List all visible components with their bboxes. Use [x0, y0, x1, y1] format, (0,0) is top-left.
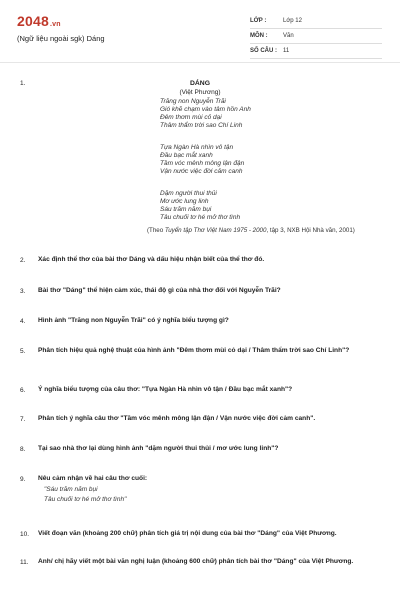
question-1-number: 1. [20, 80, 26, 87]
question-6-text: Ý nghĩa biểu tượng của câu thơ: "Tựa Ngàn Hà nhìn vô tận / Đầu bạc mắt xanh"? [38, 386, 293, 393]
poem-line: Đêm thơm mùi cỏ dại [160, 114, 222, 121]
question-11-number: 11. [20, 559, 29, 566]
question-9-quote [44, 485, 126, 505]
poem-stanza-2 [160, 144, 244, 176]
question-10-number: 10. [20, 531, 30, 538]
poem-line: Dặm người thui thủi [160, 190, 217, 197]
poem-title: DÁNG [189, 80, 210, 87]
meta-row-subject [250, 29, 382, 44]
question-9-number: 9. [20, 476, 26, 483]
poem-line: Thâm thẩm trời sao Chí Linh [160, 122, 243, 129]
meta-label-class: LỚP : [250, 14, 283, 29]
question-4-number: 4. [20, 318, 26, 325]
meta-label-count: SỐ CÂU : [250, 44, 283, 59]
logo-main: 2048 [17, 13, 49, 29]
poem-line: Trăng non Nguyễn Trãi [160, 98, 226, 105]
poem-line: Mơ ước lung linh [160, 198, 209, 205]
meta-row-class [250, 14, 382, 29]
poem-author: (Việt Phương) [179, 89, 221, 96]
question-7-text: Phân tích ý nghĩa câu thơ "Tầm vóc mênh mông lận đận / Vận nước việc đời cảm canh". [38, 415, 316, 422]
header [0, 0, 400, 62]
source-anthology: Tuyển tập Thơ Việt Nam 1975 - 2000 [164, 227, 267, 234]
question-9-text: Nêu cảm nhận về hai câu thơ cuối: [38, 475, 148, 482]
poem-line: Tầm vóc mênh mông lận đận [160, 160, 245, 167]
question-8-text: Tại sao nhà thơ lại dùng hình ảnh "dặm người thui thủi / mơ ước lung linh"? [38, 445, 279, 452]
question-6-number: 6. [20, 387, 26, 394]
site-logo[interactable] [17, 13, 61, 29]
question-11-text: Anh/ chị hãy viết một bài văn nghị luận (khoảng 600 chữ) phân tích bài thơ "Dáng" của Việt Phương. [38, 558, 354, 565]
meta-row-count [250, 44, 382, 59]
logo-suffix: .vn [49, 21, 61, 28]
question-3-text: Bài thơ "Dáng" thể hiện cảm xúc, thái độ gì của nhà thơ đối với Nguyễn Trãi? [38, 287, 281, 294]
poem-line: Tựa Ngàn Hà nhìn vô tận [160, 144, 234, 151]
poem-line: Đầu bạc mắt xanh [160, 152, 213, 159]
poem-source [147, 227, 355, 234]
quote-line: Tâu chuối tơ hé mở thơ tình" [44, 496, 127, 503]
question-4-text: Hình ảnh "Trăng non Nguyễn Trãi" có ý nghĩa biểu tượng gì? [38, 317, 229, 324]
question-5-number: 5. [20, 348, 26, 355]
question-5-text: Phân tích hiệu quả nghệ thuật của hình ảnh "Đêm thơm mùi cỏ dại / Thâm thẩm trời sao Chí Linh"? [38, 347, 350, 354]
question-3-number: 3. [20, 288, 26, 295]
question-10-text: Viết đoạn văn (khoảng 200 chữ) phân tích giá trị nội dung của bài thơ "Dáng" của Việt Phương. [38, 530, 337, 537]
quote-line: "Sáu trăm năm bụi [44, 486, 98, 493]
meta-table [250, 14, 382, 59]
source-prefix: (Theo [147, 227, 165, 234]
header-divider [0, 62, 400, 63]
question-8-number: 8. [20, 446, 26, 453]
poem-line: Sáu trăm năm bụi [160, 206, 212, 213]
question-2-text: Xác định thể thơ của bài thơ Dáng và dấu hiệu nhận biết của thể thơ đó. [38, 256, 265, 263]
source-suffix: , tập 3, NXB Hội Nhà văn, 2001) [266, 227, 355, 234]
meta-value-subject: Văn [283, 29, 382, 44]
meta-value-count: 11 [283, 44, 382, 59]
poem-stanza-1 [160, 98, 251, 130]
poem-line: Tâu chuối tơ hé mở thơ tình [160, 214, 241, 221]
meta-label-subject: MÔN : [250, 29, 283, 44]
poem-stanza-3 [160, 190, 240, 222]
meta-value-class: Lớp 12 [283, 14, 382, 29]
document-title: (Ngữ liệu ngoài sgk) Dáng [17, 34, 105, 43]
question-2-number: 2. [20, 257, 26, 264]
question-7-number: 7. [20, 416, 26, 423]
poem-line: Vận nước việc đời cảm canh [160, 168, 243, 175]
poem-line: Gió khẽ chạm vào tâm hồn Anh [160, 106, 251, 113]
